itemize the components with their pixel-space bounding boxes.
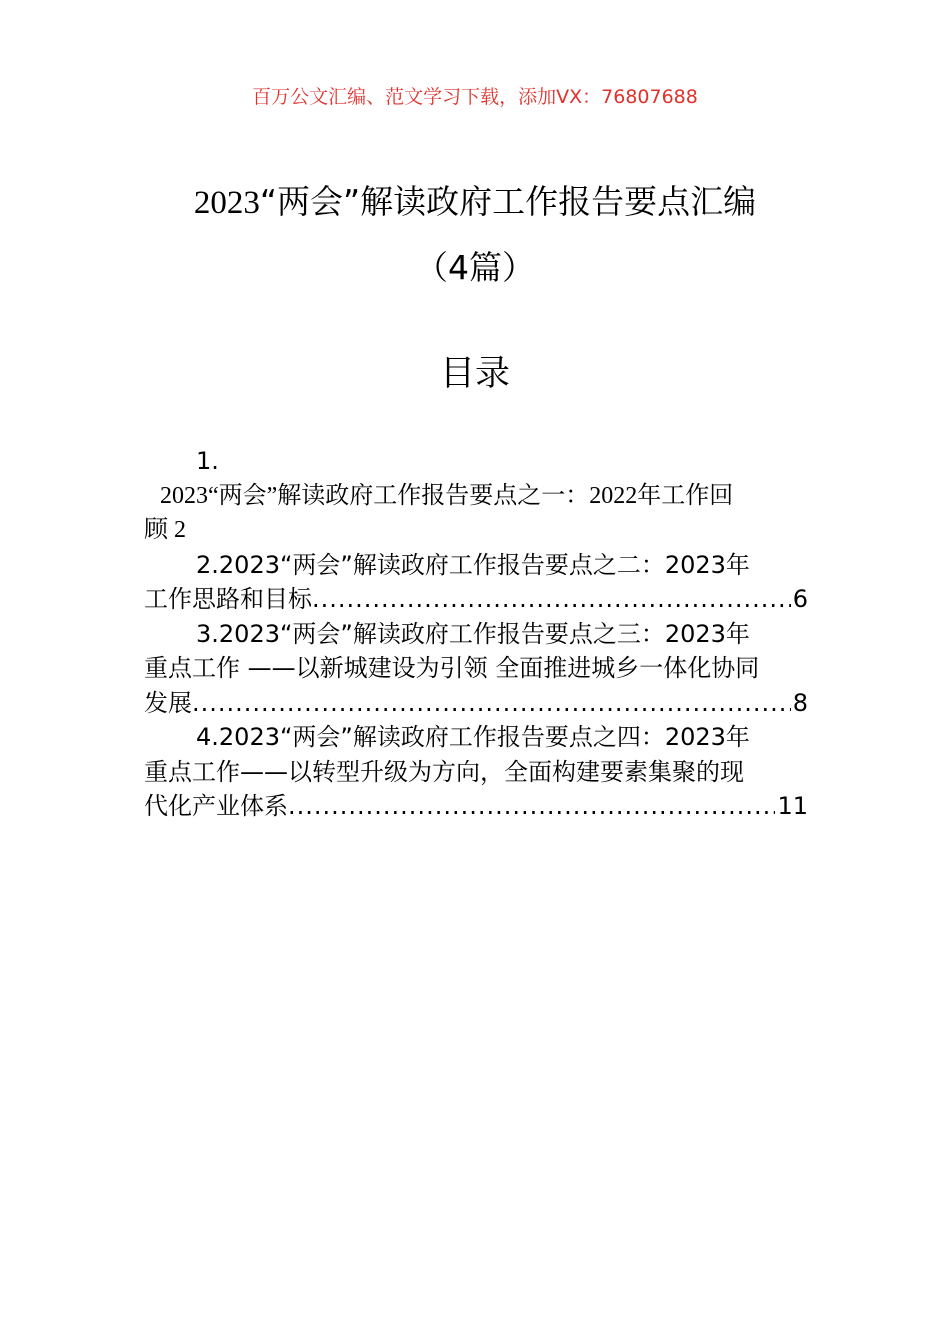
- toc-item-3-page: 8: [792, 688, 808, 717]
- table-of-contents: [144, 444, 808, 824]
- toc-item-2-title[interactable]: 2.2023“两会”解读政府工作报告要点之二：2023年: [196, 550, 750, 579]
- toc-item-2-page: 6: [792, 585, 808, 613]
- toc-item-2-leader[interactable]: [144, 582, 808, 617]
- dot-leader: [288, 789, 775, 824]
- title-text: “两会”解读政府工作报告要点汇编: [259, 182, 757, 221]
- document-title: [0, 178, 950, 227]
- toc-item-1-title-continued[interactable]: 顾 2: [144, 517, 186, 543]
- toc-item-2-title-continued: 工作思路和目标: [144, 585, 312, 613]
- toc-item-4-page: 11: [777, 792, 808, 820]
- toc-item-3-title-end: 发展: [144, 688, 192, 717]
- toc-item-1-title[interactable]: 2023“两会”解读政府工作报告要点之一：2022年工作回: [160, 482, 734, 509]
- dot-leader: [312, 582, 791, 617]
- toc-item-4-title-end: 代化产业体系: [144, 792, 288, 820]
- toc-heading: 目录: [439, 354, 510, 394]
- toc-item-4-leader[interactable]: [144, 789, 808, 824]
- title-year: 2023: [193, 185, 260, 221]
- toc-item-3-title-continued[interactable]: 重点工作 ——以新城建设为引领 全面推进城乡一体化协同: [144, 654, 760, 682]
- toc-item-3-leader[interactable]: [144, 686, 808, 721]
- document-subtitle: （4篇）: [415, 248, 535, 287]
- toc-item-1-number[interactable]: 1.: [196, 447, 219, 475]
- dot-leader: [192, 686, 791, 721]
- header-note: 百万公文汇编、范文学习下载，添加VX：76807688: [252, 86, 698, 108]
- toc-item-4-title[interactable]: 4.2023“两会”解读政府工作报告要点之四：2023年: [196, 723, 750, 751]
- toc-item-4-title-continued[interactable]: 重点工作——以转型升级为方向，全面构建要素集聚的现: [144, 757, 744, 786]
- toc-item-3-title[interactable]: 3.2023“两会”解读政府工作报告要点之三：2023年: [196, 619, 750, 648]
